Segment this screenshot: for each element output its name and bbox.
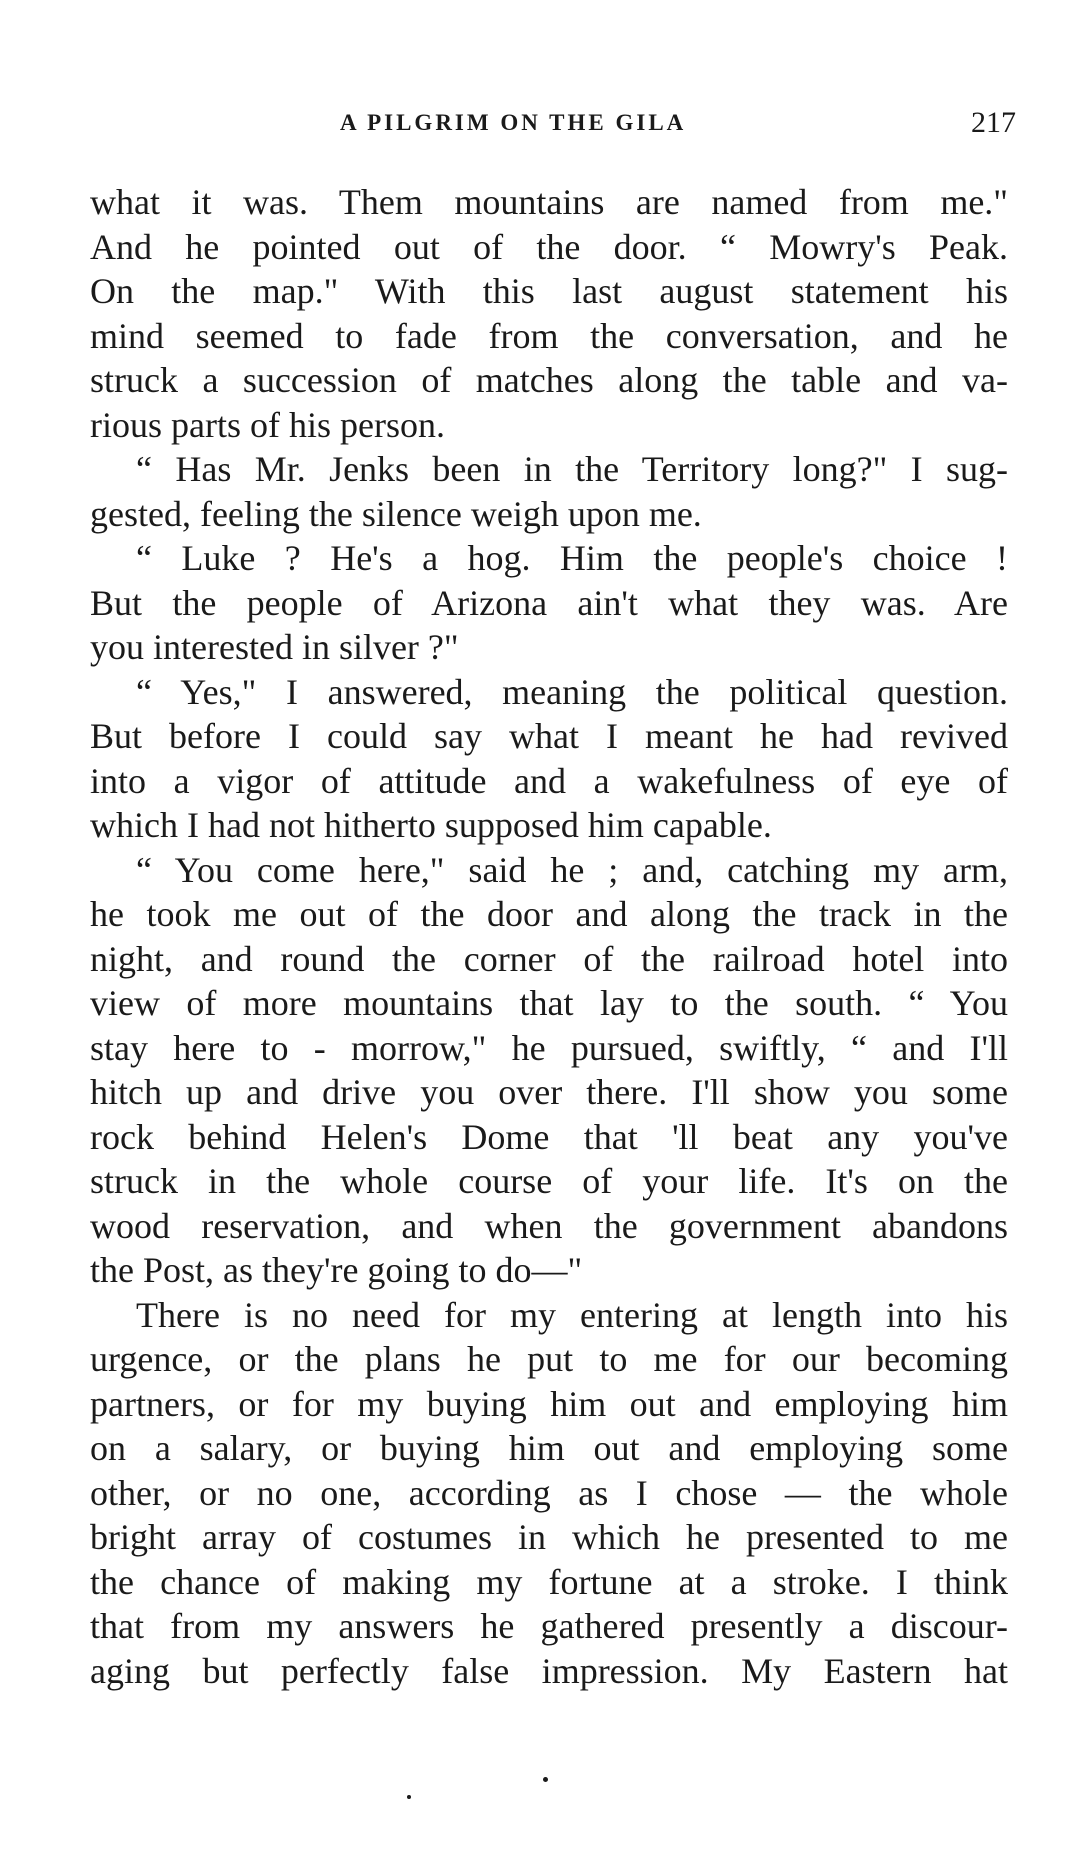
text-line: rock behind Helen's Dome that 'll beat any you've	[90, 1116, 1008, 1157]
text-line: you interested in silver ?"	[90, 627, 459, 667]
text-line: struck a succession of matches along the table and va-	[90, 360, 1008, 400]
text-line: bright array of costumes in which he presented to me	[90, 1517, 1008, 1557]
text-line: “ Has Mr. Jenks been in the Territory long?" I sug-	[136, 449, 1008, 489]
text-line: that from my answers he gathered presently a discour-	[90, 1606, 1008, 1646]
ink-speck	[407, 1795, 411, 1799]
text-line: on a salary, or buying him out and employing some	[90, 1428, 1008, 1468]
page-number: 217	[971, 106, 1016, 139]
text-line: stay here to - morrow," he pursued, swiftly, “ and I'll	[90, 1027, 1008, 1068]
text-line: what it was. Them mountains are named from me."	[90, 182, 1008, 222]
text-line: And he pointed out of the door. “ Mowry's Peak.	[90, 226, 1008, 267]
text-line: into a vigor of attitude and a wakefulness of eye of	[90, 760, 1008, 801]
text-line: partners, or for my buying him out and employing him	[90, 1383, 1008, 1424]
text-line: view of more mountains that lay to the south. “ You	[90, 983, 1008, 1023]
text-line: which I had not hitherto supposed him capable.	[90, 805, 772, 845]
text-line: urgence, or the plans he put to me for our becoming	[90, 1339, 1008, 1379]
text-line: night, and round the corner of the railroad hotel into	[90, 938, 1008, 979]
text-line: the chance of making my fortune at a stroke. I think	[90, 1561, 1008, 1602]
running-title: A PILGRIM ON THE GILA	[340, 110, 687, 135]
ink-speck	[543, 1777, 548, 1782]
text-line: he took me out of the door and along the track in the	[90, 894, 1008, 934]
text-line: But before I could say what I meant he had revived	[90, 716, 1008, 756]
text-line: On the map." With this last august statement his	[90, 271, 1008, 311]
text-line: gested, feeling the silence weigh upon me.	[90, 493, 702, 534]
text-line: “ Luke ? He's a hog. Him the people's choice !	[136, 538, 1008, 578]
running-head	[0, 106, 1086, 150]
text-line: There is no need for my entering at length into his	[136, 1294, 1008, 1335]
text-line: “ Yes," I answered, meaning the political question.	[136, 671, 1008, 712]
text-line: But the people of Arizona ain't what they was. Are	[90, 582, 1008, 623]
body-text	[90, 180, 1008, 1693]
text-line: mind seemed to fade from the conversation, and he	[90, 315, 1008, 356]
text-line: hitch up and drive you over there. I'll show you some	[90, 1072, 1008, 1112]
text-line: struck in the whole course of your life. It's on the	[90, 1161, 1008, 1201]
text-line: wood reservation, and when the government abandons	[90, 1205, 1008, 1246]
text-line: other, or no one, according as I chose — the whole	[90, 1472, 1008, 1513]
text-line: rious parts of his person.	[90, 404, 445, 445]
text-line: aging but perfectly false impression. My Eastern hat	[90, 1650, 1008, 1691]
text-line: “ You come here," said he ; and, catching my arm,	[136, 849, 1008, 890]
text-line: the Post, as they're going to do—"	[90, 1250, 583, 1290]
